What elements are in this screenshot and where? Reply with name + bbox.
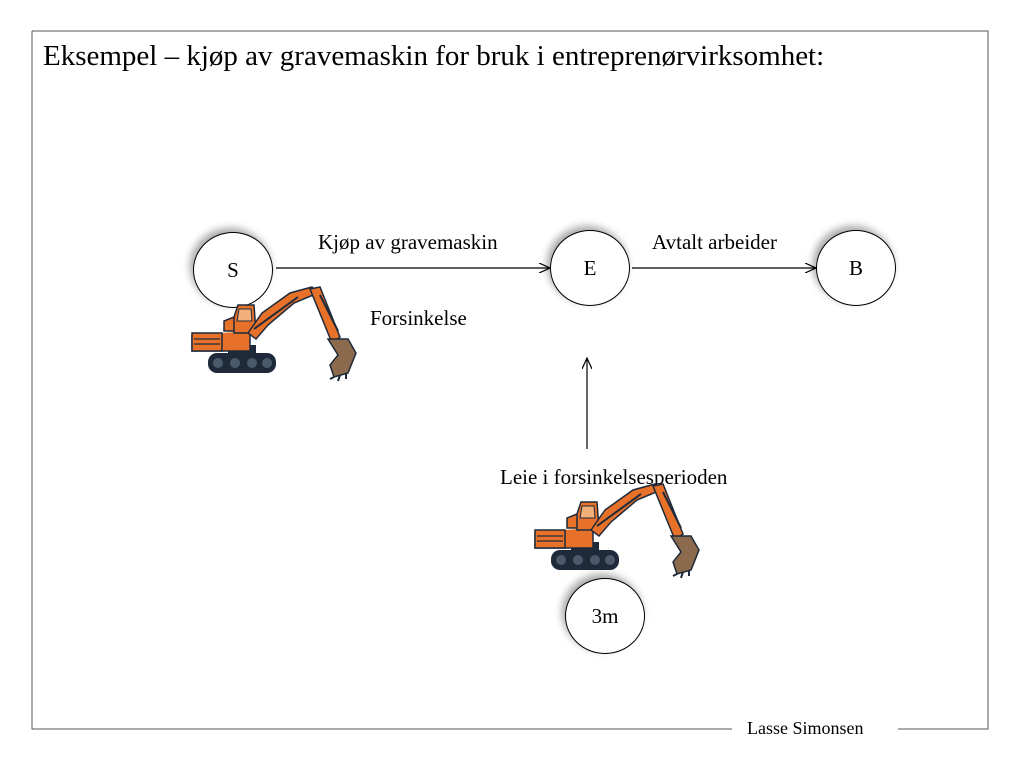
slide-title: Eksempel – kjøp av gravemaskin for bruk i entreprenørvirksomhet: xyxy=(43,40,825,72)
edge-label-purchase: Kjøp av gravemaskin xyxy=(318,230,498,254)
node-3m xyxy=(565,578,645,654)
excavator-icon xyxy=(533,480,708,580)
annotation-delay: Forsinkelse xyxy=(370,306,467,330)
footer-author: Lasse Simonsen xyxy=(747,718,864,738)
node-s-label: S xyxy=(227,257,239,282)
node-e xyxy=(550,230,630,306)
node-b-label: B xyxy=(848,255,863,280)
edge-label-agreed-work: Avtalt arbeider xyxy=(652,230,777,254)
excavator-icon xyxy=(190,283,365,383)
node-e-label: E xyxy=(583,255,597,280)
node-3m-label: 3m xyxy=(591,603,619,628)
node-b xyxy=(816,230,896,306)
edge-label-rent: Leie i forsinkelsesperioden xyxy=(500,465,728,489)
